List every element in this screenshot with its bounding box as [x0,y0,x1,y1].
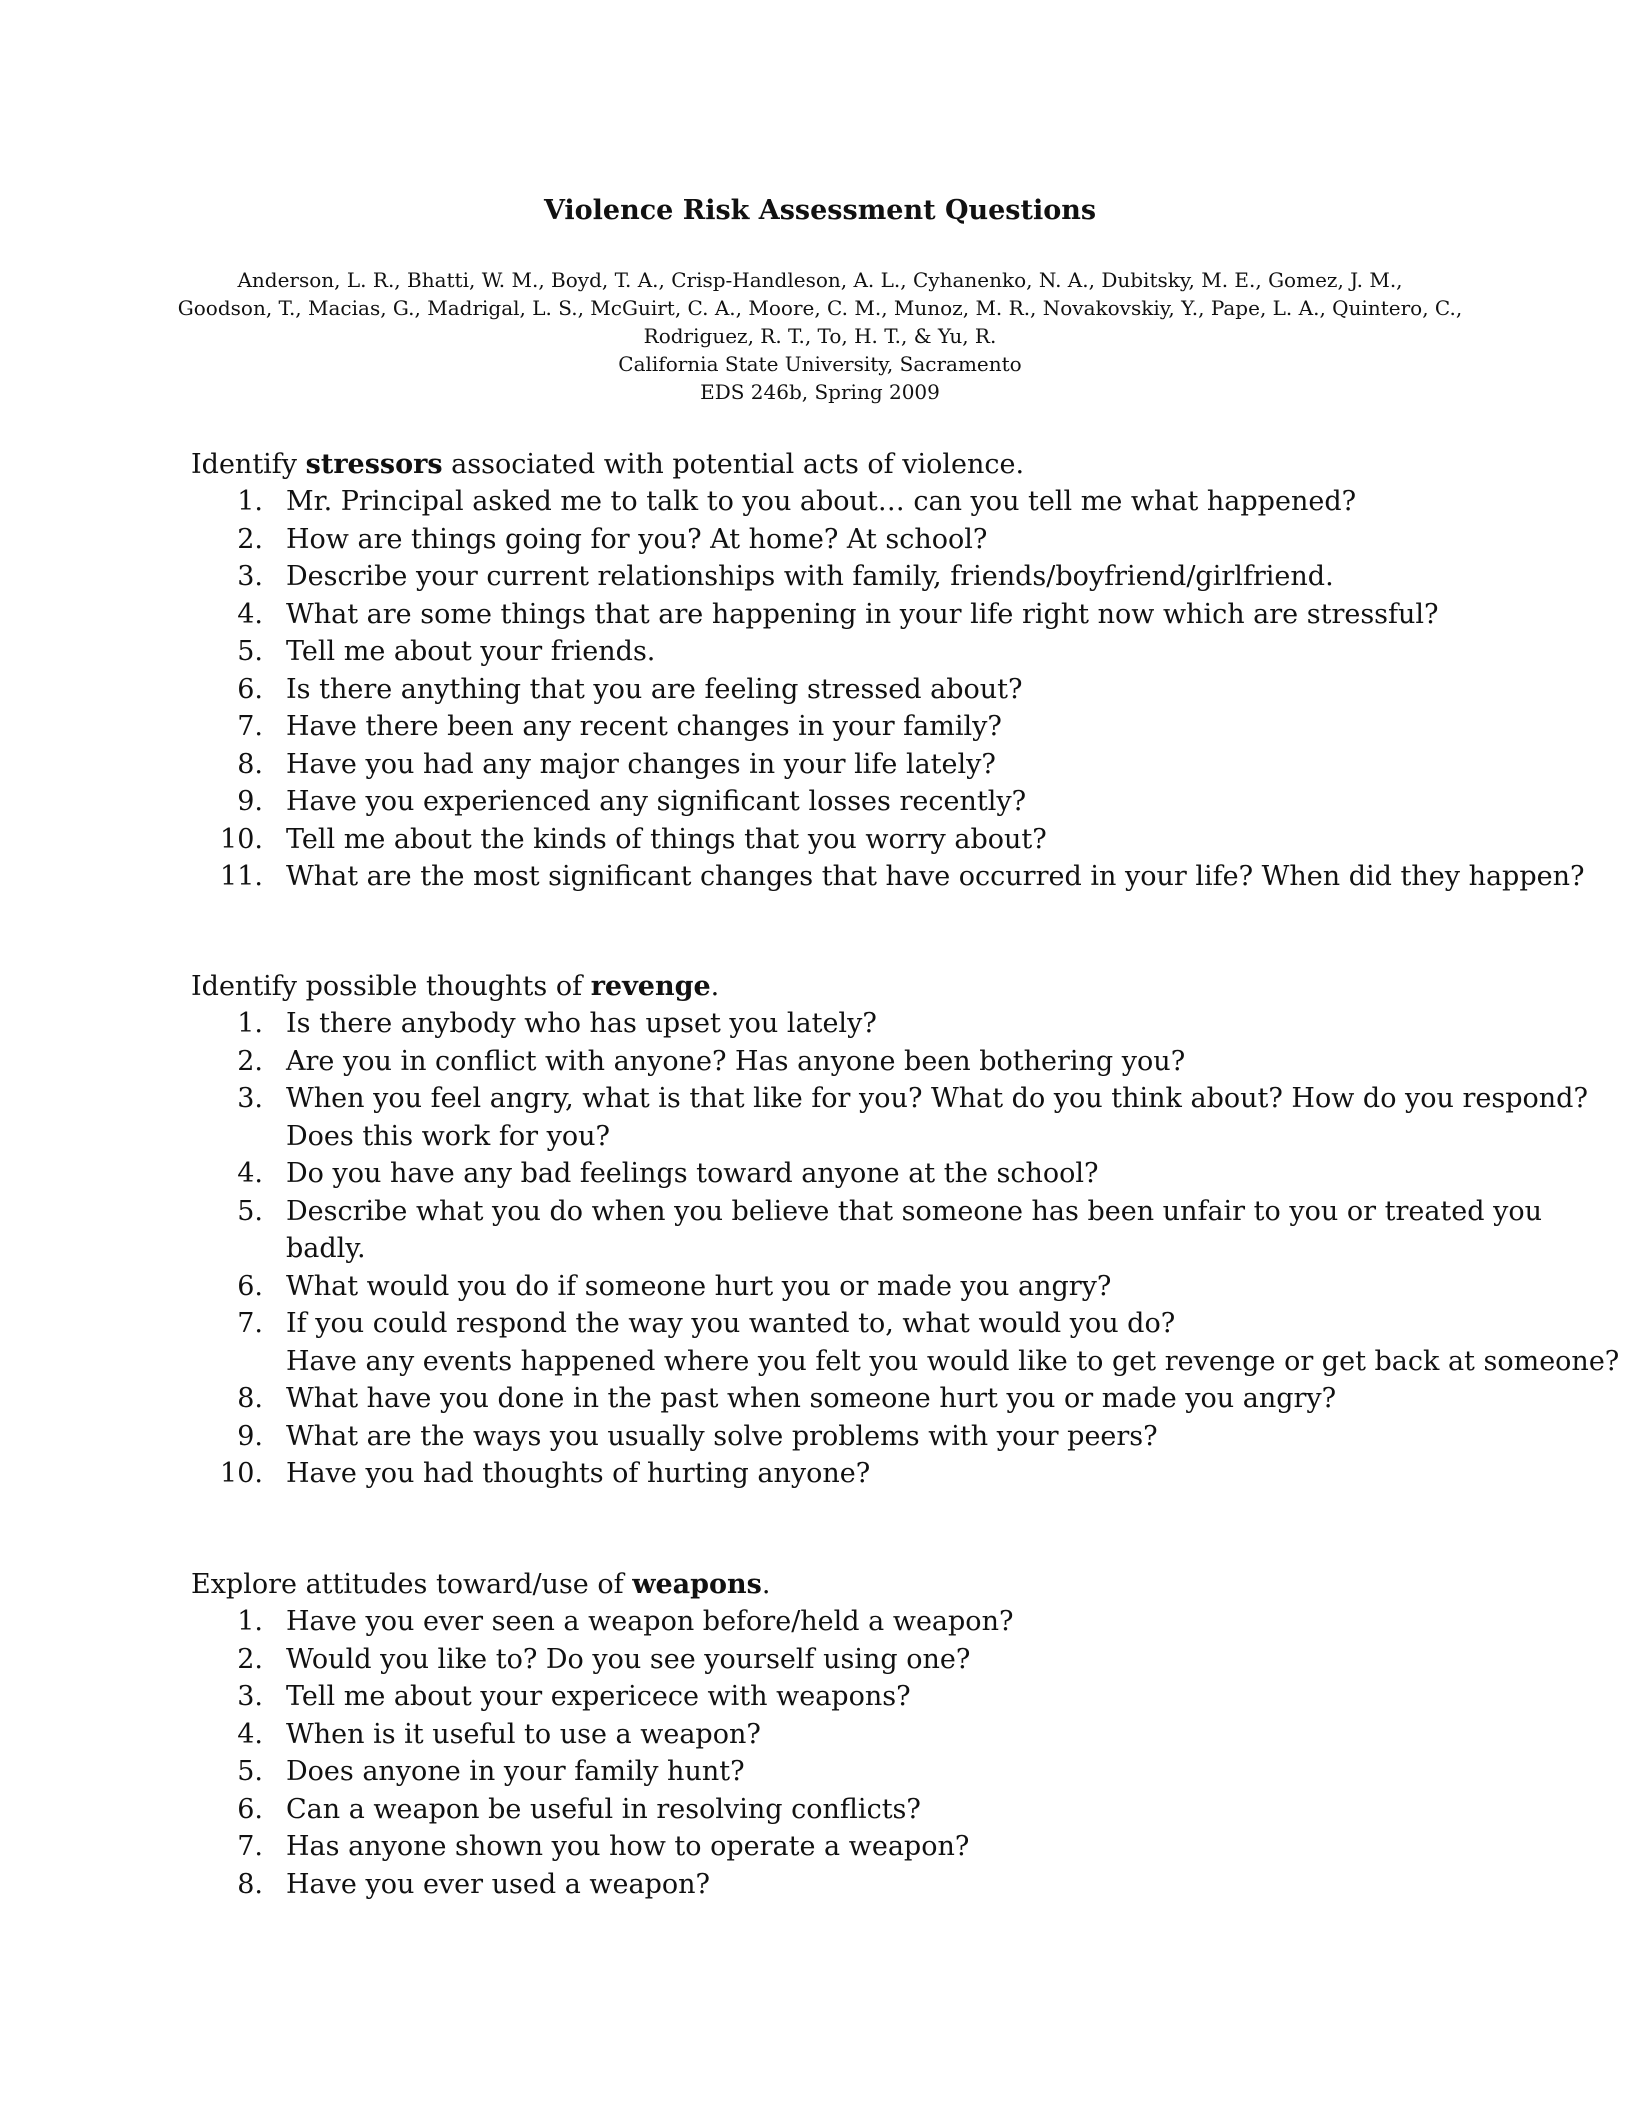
question-text: How are things going for you? At home? At school? [286,523,988,555]
list-item [191,1716,1626,1754]
list-item [191,1418,1626,1456]
item-number: 9. [237,786,263,817]
item-number: 2. [237,1643,263,1675]
question-list-stressors [191,483,1626,896]
section-heading-revenge: Identify possible thoughts of revenge. [191,971,720,1002]
list-item [191,1753,1626,1791]
list-item [191,858,1626,896]
list-item [191,1005,1626,1043]
author-block [170,266,1470,406]
question-text: Have you experienced any significant losses recently? [286,786,1027,817]
item-number: 1. [237,1606,263,1637]
question-text: Tell me about the kinds of things that you worry about? [286,823,1047,855]
list-item [191,1455,1626,1493]
item-number: 3. [237,1083,263,1114]
item-number: 3. [237,561,263,592]
list-item [191,671,1626,709]
list-item [191,633,1626,671]
item-number: 7. [237,1308,263,1339]
question-text: Have you had any major changes in your life lately? [286,748,996,780]
question-text: What are the most significant changes that have occurred in your life? When did they happen? [286,861,1585,892]
question-text: Is there anything that you are feeling stressed about? [286,673,1023,705]
question-text: Would you like to? Do you see yourself using one? [286,1643,971,1675]
list-item [191,1603,1626,1641]
item-number: 8. [237,748,263,780]
list-item [191,783,1626,821]
list-item [191,521,1626,559]
heading-keyword: weapons [632,1569,762,1600]
list-item [191,1678,1626,1716]
author-line: Goodson, T., Macias, G., Madrigal, L. S., McGuirt, C. A., Moore, C. M., Munoz, M. R., Novakovskiy, Y., Pape, L. A., Quintero, C., [177,296,1463,320]
question-text: Have you ever used a weapon? [286,1868,710,1900]
question-text: Describe your current relationships with family, friends/boyfriend/girlfriend. [286,561,1334,592]
item-number: 1. [237,1008,263,1039]
question-text: If you could respond the way you wanted to, what would you do? [286,1308,1176,1339]
question-followup-text: Have any events happened where you felt you would like to get revenge or get back at someone? [286,1345,1620,1377]
item-number: 8. [237,1383,263,1414]
question-text: Is there anybody who has upset you lately? [286,1008,877,1039]
question-text: Has anyone shown you how to operate a weapon? [286,1831,970,1862]
item-number: 6. [237,1793,263,1825]
question-text: Have you had thoughts of hurting anyone? [286,1458,871,1489]
item-number: 11. [220,861,263,892]
author-line: Rodriguez, R. T., To, H. T., & Yu, R. [643,324,997,348]
item-number: 2. [237,1045,263,1077]
question-text: Mr. Principal asked me to talk to you about… can you tell me what happened? [286,486,1357,517]
course-term: EDS 246b, Spring 2009 [700,380,940,404]
item-number: 10. [220,1458,263,1489]
list-item [191,1866,1626,1904]
list-item [191,821,1626,859]
item-number: 7. [237,711,263,742]
question-text: Tell me about your expericece with weapons? [286,1681,911,1712]
item-number: 9. [237,1420,263,1452]
item-number: 6. [237,1270,263,1302]
list-item [191,1155,1626,1193]
question-text: What would you do if someone hurt you or made you angry? [286,1270,1112,1302]
question-text: Have there been any recent changes in your family? [286,711,1002,742]
question-text: Tell me about your friends. [286,636,656,667]
list-item [191,1080,1626,1155]
question-text: Have you ever seen a weapon before/held a weapon? [286,1606,1014,1637]
item-number: 5. [237,1195,263,1227]
question-text: Does anyone in your family hunt? [286,1756,745,1787]
document-title: Violence Risk Assessment Questions [543,195,1097,226]
question-list-revenge [191,1005,1626,1493]
question-text: Describe what you do when you believe that someone has been unfair to you or treated you badly. [286,1195,1543,1264]
list-item [191,1193,1626,1268]
list-item [191,558,1626,596]
question-text: Do you have any bad feelings toward anyone at the school? [286,1158,1099,1189]
list-item [191,1380,1626,1418]
list-item [191,708,1626,746]
item-number: 4. [237,1158,263,1189]
list-item [191,596,1626,634]
item-number: 3. [237,1681,263,1712]
section-heading-weapons: Explore attitudes toward/use of weapons. [191,1569,771,1600]
heading-keyword: revenge [590,971,711,1002]
author-line: Anderson, L. R., Bhatti, W. M., Boyd, T. A., Crisp-Handleson, A. L., Cyhanenko, N. A., Dubitsky, M. E., Gomez, J. M., [237,268,1403,292]
list-item [191,1828,1626,1866]
question-text: Are you in conflict with anyone? Has anyone been bothering you? [286,1045,1186,1077]
list-item [191,483,1626,521]
item-number: 4. [237,1718,263,1750]
institution: California State University, Sacramento [618,352,1022,376]
list-item [191,746,1626,784]
list-item [191,1641,1626,1679]
heading-keyword: stressors [305,449,443,480]
item-number: 5. [237,1756,263,1787]
question-text: What have you done in the past when someone hurt you or made you angry? [286,1383,1337,1414]
item-number: 10. [220,823,263,855]
question-text: Can a weapon be useful in resolving conflicts? [286,1793,921,1825]
item-number: 6. [237,673,263,705]
list-item [191,1043,1626,1081]
item-number: 2. [237,523,263,555]
question-text: What are the ways you usually solve problems with your peers? [286,1420,1158,1452]
question-text: When you feel angry, what is that like for you? What do you think about? How do you respond? Does this work for you? [286,1083,1588,1152]
question-text: When is it useful to use a weapon? [286,1718,761,1750]
list-item [191,1305,1626,1380]
item-number: 8. [237,1868,263,1900]
item-number: 1. [237,486,263,517]
question-text: What are some things that are happening in your life right now which are stressful? [286,598,1439,630]
list-item [191,1268,1626,1306]
question-list-weapons [191,1603,1626,1903]
item-number: 7. [237,1831,263,1862]
section-heading-stressors: Identify stressors associated with potential acts of violence. [191,449,1025,480]
list-item [191,1791,1626,1829]
item-number: 4. [237,598,263,630]
item-number: 5. [237,636,263,667]
